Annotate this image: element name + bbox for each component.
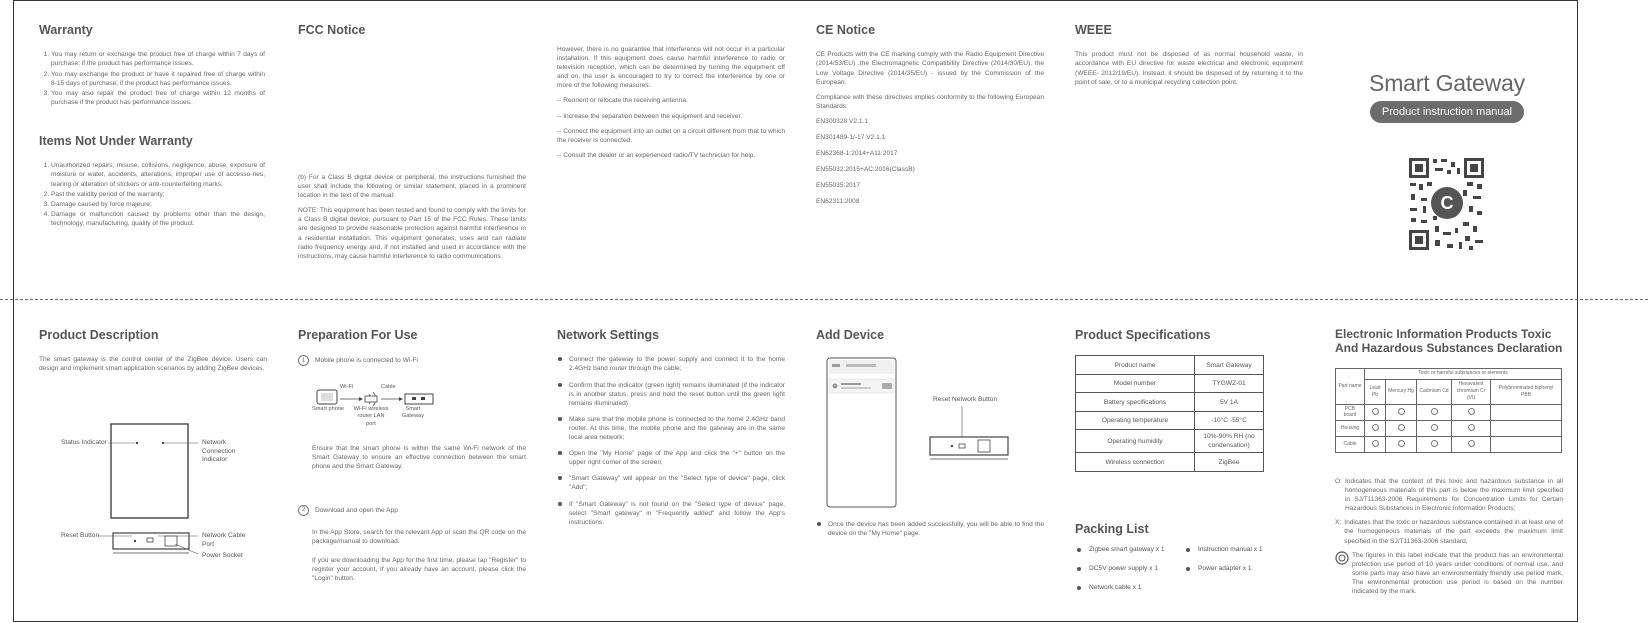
ce-section: [816, 23, 1044, 214]
step-label: Mobile phone is connected to Wi-Fi: [315, 357, 418, 365]
step-number: 1: [298, 355, 309, 366]
table-row: [1336, 368, 1562, 379]
compliant-circle-icon: [1372, 408, 1379, 415]
list-item: Confirm that the indicator (green light) remains illuminated (if the indicator is in another status, press and hold the reset button until the green light remains illuminated): [557, 381, 785, 408]
preparation-paragraph: Ensure that the smart phone is within the same Wi-Fi network of the Smart Gateway to ensure an effective connection between the smart phone and the Smart Gateway.: [312, 445, 526, 471]
fcc-paragraph: However, there is no guarantee that interference will not occur in a particular installation. If this equipment does cause harmful interference to radio or television reception, which can be determined by turning the equipment off and on, the user is encouraged to try to correct the interference by one or more of the following measures:: [557, 46, 785, 90]
compliant-circle-icon: [1398, 408, 1405, 415]
spec-name: Operating humidity: [1076, 430, 1195, 453]
spec-value: 5V 1A: [1195, 393, 1264, 412]
reset-network-label: Reset Network Button: [933, 396, 998, 403]
list-item: Once the device has been added successfully, you will be able to find the device on the "My Home" page.: [816, 520, 1044, 538]
step-label: Download and open the App: [315, 506, 398, 514]
preparation-section: [298, 328, 526, 378]
fcc-measure: -- Reorient or relocate the receiving antenna.: [557, 97, 688, 105]
fcc-body-continued: [557, 45, 785, 166]
spec-name: Product name: [1076, 356, 1195, 375]
packing-item: Network cable x 1: [1077, 584, 1141, 591]
download-instructions: [312, 528, 526, 589]
compliant-circle-icon: [1468, 424, 1475, 431]
list-item: "Smart Gateway" will appear on the "Select type of device" page, click "Add";: [557, 474, 785, 492]
spec-name: Operating temperature: [1076, 411, 1195, 430]
ce-standard: EN62368-1:2014+A11:2017: [816, 150, 898, 158]
list-item: 3. Damage caused by force majeure;: [51, 200, 265, 209]
list-item: If "Smart Gateway" is not found on the "Select type of device" page, select "Smart gateway" in "Frequently added" and follow the App's instructions.: [557, 500, 785, 527]
x-label: X:: [1335, 519, 1342, 527]
compliant-circle-icon: [1398, 424, 1405, 431]
spec-value: TYGWZ-01: [1195, 374, 1264, 393]
wifi-label: Wi-Fi: [340, 384, 354, 390]
table-cell: [1491, 437, 1562, 453]
fcc-paragraph: (b) For a Class B digital device or peripheral, the instructions furnished the user shall include the following or similar statement, placed in a prominent location in the text of the manual:: [298, 174, 526, 200]
packing-list-title: Packing List: [1075, 522, 1149, 536]
fcc-measure: -- Connect the equipment into an outlet on a circuit different from that to which the receiver is connected.: [557, 127, 785, 144]
x-note: [1335, 518, 1563, 545]
table-cell: [1491, 421, 1562, 437]
weee-paragraph: This product must not be disposed of as normal household waste, in accordance with EU directive for waste electrical and electronic equipment (WEEE- 2012/19/EU). Instead, it should be disposed of by returning it to the point of sale, or to a municipal recycling collection point.: [1075, 51, 1303, 86]
recycle-icon: [1335, 551, 1349, 565]
network-cable-port-label: Network Cable Port: [202, 532, 246, 548]
list-item: 3. You may also repair the product free of charge within 12 months of purchase if the product has performance issues.: [51, 89, 265, 107]
compliant-circle-icon: [1372, 440, 1379, 447]
o-label: O:: [1335, 478, 1342, 485]
warranty-list: [39, 50, 265, 107]
table-cell: [1417, 404, 1452, 421]
step-2-block: [298, 505, 526, 528]
add-device-section: [816, 328, 1044, 355]
fcc-measure: -- Increase the separation between the equipment and receiver.: [557, 112, 743, 120]
compliant-circle-icon: [1431, 424, 1438, 431]
table-row: [1076, 356, 1264, 375]
table-cell: [1386, 404, 1417, 421]
hazardous-substances-section: [1335, 328, 1565, 453]
ce-standard: EN300328 V2.1.1: [816, 117, 869, 125]
weee-title: WEEE: [1075, 23, 1112, 37]
network-settings-section: [557, 328, 785, 534]
fcc-title: FCC Notice: [298, 23, 366, 37]
table-row: [1076, 393, 1264, 412]
table-cell: [1491, 404, 1562, 421]
not-under-warranty-list: [39, 161, 265, 228]
compliant-circle-icon: [1468, 440, 1475, 447]
table-row: [1336, 379, 1562, 404]
product-specifications-title: Product Specifications: [1075, 328, 1211, 342]
add-device-title: Add Device: [816, 328, 885, 342]
status-indicator-label: Status Indicator: [61, 439, 107, 446]
not-under-warranty-title: Items Not Under Warranty: [39, 134, 193, 148]
list-item: 2. You may exchange the product or have it repaired free of charge within 8-15 days of purchase; if the product has performance issues.: [51, 70, 265, 88]
fold-line: [0, 299, 1648, 300]
step-1: [298, 355, 526, 366]
phone-illustration: [826, 357, 898, 509]
preparation-title: Preparation For Use: [298, 328, 418, 342]
ce-paragraph: CE Products with the CE marking comply with the Radio Equipment Directive (2014/53/EU) ,the Electromagnetic Compatibility Directive (2014/30/EU), the Low Voltage Directive (2014/35/EU) - issued by the Commission of the European.: [816, 51, 1044, 86]
table-cell: [1452, 437, 1491, 453]
warranty-title: Warranty: [39, 23, 93, 37]
spec-name: Wireless connection: [1076, 453, 1195, 472]
column-header: Lead Pb: [1365, 379, 1386, 404]
brand-block: [1346, 70, 1548, 123]
register-paragraph: If you are downloading the App for the first time, please tap "Register" to register your account, If you already have an account, please click the "Login" button.: [312, 557, 526, 583]
step-2: [298, 505, 526, 516]
packing-item: DC5V power supply x 1: [1077, 565, 1158, 572]
compliant-circle-icon: [1468, 408, 1475, 415]
x-text: Indicates that the toxic or hazardous substance contained in at least one of the homogeneous materials of the part exceeds the maximum limit specified in the SJ/T11363-2006 standard,: [1344, 519, 1563, 545]
table-cell: [1386, 421, 1417, 437]
eco-text: The figures in this label indicate that the product has an environmental protection use period of 10 years under conditions of normal use, and some parts may also have an environmentally friendly use period mark, The environmental protection use period is based on the number indicated by the mark.: [1352, 551, 1563, 596]
power-socket-label: Power Socket: [202, 552, 243, 559]
table-row: [1076, 374, 1264, 393]
product-specifications-section: [1075, 328, 1305, 472]
list-item: 4. Damage or malfunction caused by problems other than the design, technology, manufacturing, quality of the product.: [51, 210, 265, 228]
smart-phone-label: Smart phone: [312, 406, 345, 412]
packing-item: Instruction manual x 1: [1186, 546, 1263, 553]
fcc-paragraph: NOTE: This equipment has been tested and found to comply with the limits for a Class B digital device, pursuant to Part 15 of the FCC Rules. These limits are designed to provide reasonable protection against harmful interference in a residential installation. This equipment generates, uses and can radiate radio frequency energy and, if not installed and used in accordance with the instructions, may cause harmful interference to radio communications.: [298, 207, 526, 260]
hazard-notes: [1335, 477, 1563, 601]
fcc-measure: -- Consult the dealer or an experienced radio/TV technician for help.: [557, 151, 756, 159]
spec-table: [1075, 355, 1264, 472]
table-cell: [1417, 437, 1452, 453]
ce-standard: EN55035:2017: [816, 182, 860, 190]
fcc-body: [298, 173, 526, 267]
table-cell: [1365, 437, 1386, 453]
list-item: Open the "My Home" page of the App and click the "+" button on the upper right corner of the screen;: [557, 449, 785, 467]
step-number: 2: [298, 505, 309, 516]
table-row: [1336, 437, 1562, 453]
qr-code-icon: [1407, 156, 1486, 252]
group-header: Toxic or harmful substances or elements: [1365, 368, 1562, 379]
product-description-title: Product Description: [39, 328, 159, 342]
manual-badge: Product instruction manual: [1370, 101, 1524, 123]
list-item: 1. You may return or exchange the product free of charge within 7 days of purchase; if the product has performance issues.: [51, 50, 265, 68]
part-name: Housing: [1336, 421, 1365, 437]
column-header: Polybrominated biphenyl PBB: [1491, 379, 1562, 404]
svg-text:C: C: [1440, 193, 1454, 213]
o-text: Indicates that the content of this toxic and hazardous substance in all homogeneous materials of this part is below the maximum limit specified in SJ/T11363-2006 Requirements for Concentration Limits for Certain Hazardous Substances in Electronic Information Products;: [1344, 478, 1563, 513]
ce-title: CE Notice: [816, 23, 876, 37]
cable-label: Cable: [381, 384, 396, 390]
table-cell: [1417, 421, 1452, 437]
fcc-section: [298, 23, 526, 50]
compliant-circle-icon: [1372, 424, 1379, 431]
list-item: Make sure that the mobile phone is connected to the home 2.4GHz band router. At this time, the mobile phone and the gateway are in the same local area network;: [557, 415, 785, 442]
part-name: Cable: [1336, 437, 1365, 453]
part-name-header: Part name: [1336, 368, 1365, 404]
compliant-circle-icon: [1431, 408, 1438, 415]
download-paragraph: In the App Store, search for the relevant App or scan the QR code on the package/manual to download.: [312, 529, 526, 546]
table-cell: [1365, 421, 1386, 437]
spec-value: ZigBee: [1195, 453, 1264, 472]
reset-button-label: Reset Button: [61, 532, 100, 539]
router-label: Wi-Fi wireless router LAN port: [353, 406, 389, 427]
table-row: [1076, 411, 1264, 430]
hazardous-substances-title: Electronic Information Products Toxic And Hazardous Substances Declaration: [1335, 327, 1563, 355]
table-row: [1076, 430, 1264, 453]
add-device-note: [816, 520, 1044, 545]
list-item: 1. Unauthorized repairs, misuse, collisions, negligence, abuse, exposure of moisture or water, accidents, alterations, improper use of accesso-ries, tearing or alteration of stickers or anti-counterfeiting marks;: [51, 161, 265, 188]
spec-value: 10%-90% RH (no condensation): [1195, 430, 1264, 453]
list-item: 2. Past the validity period of the warranty;: [51, 190, 265, 199]
product-description-text: The smart gateway is the control center of the ZigBee device. Users can design and implement smart application scenarios by adding ZigBee devices.: [39, 356, 267, 373]
table-row: [1336, 421, 1562, 437]
ce-standard: EN62311:2008: [816, 198, 860, 206]
table-row: [1336, 404, 1562, 421]
ce-standard: EN301489-1/-17 V2.1.1: [816, 134, 886, 142]
compliant-circle-icon: [1398, 440, 1405, 447]
hazard-table: [1335, 368, 1562, 454]
ce-paragraph: Compliance with these directives implies conformity to the following European Standards:: [816, 93, 1044, 110]
table-cell: [1386, 437, 1417, 453]
eco-note: [1335, 551, 1563, 596]
preparation-note: [312, 444, 526, 477]
packing-item: Zigbee smart gateway x 1: [1077, 546, 1165, 553]
table-row: [1076, 453, 1264, 472]
compliant-circle-icon: [1431, 440, 1438, 447]
spec-value: -10°C -55°C: [1195, 411, 1264, 430]
weee-section: [1075, 23, 1303, 93]
table-cell: [1452, 404, 1491, 421]
part-name: PCB board: [1336, 404, 1365, 421]
spec-value: Smart Gateway: [1195, 356, 1264, 375]
ce-standard: EN55032:2015+AC:2016(ClassB): [816, 166, 915, 174]
column-header: Mercury Hg: [1386, 379, 1417, 404]
gateway-label: Smart Gateway: [401, 406, 425, 420]
not-under-warranty-section: [39, 134, 265, 229]
list-item: Connect the gateway to the power supply and connect it to the home 2.4GHz band router through the cable;: [557, 355, 785, 373]
network-indicator-label: Network Connection Indicator: [202, 439, 236, 464]
table-cell: [1365, 404, 1386, 421]
gateway-reset-illustration: [928, 404, 1012, 462]
warranty-section: [39, 23, 265, 108]
column-header: Hexavalent chromium Cr (VI): [1452, 379, 1491, 404]
spec-name: Model number: [1076, 374, 1195, 393]
spec-name: Battery specifications: [1076, 393, 1195, 412]
table-cell: [1452, 421, 1491, 437]
brand-title: Smart Gateway: [1369, 70, 1525, 96]
product-description-section: [39, 328, 267, 380]
network-settings-title: Network Settings: [557, 328, 660, 342]
o-note: [1335, 477, 1563, 513]
column-header: Cadmium Cd: [1417, 379, 1452, 404]
packing-item: Power adapter x 1: [1186, 565, 1252, 572]
